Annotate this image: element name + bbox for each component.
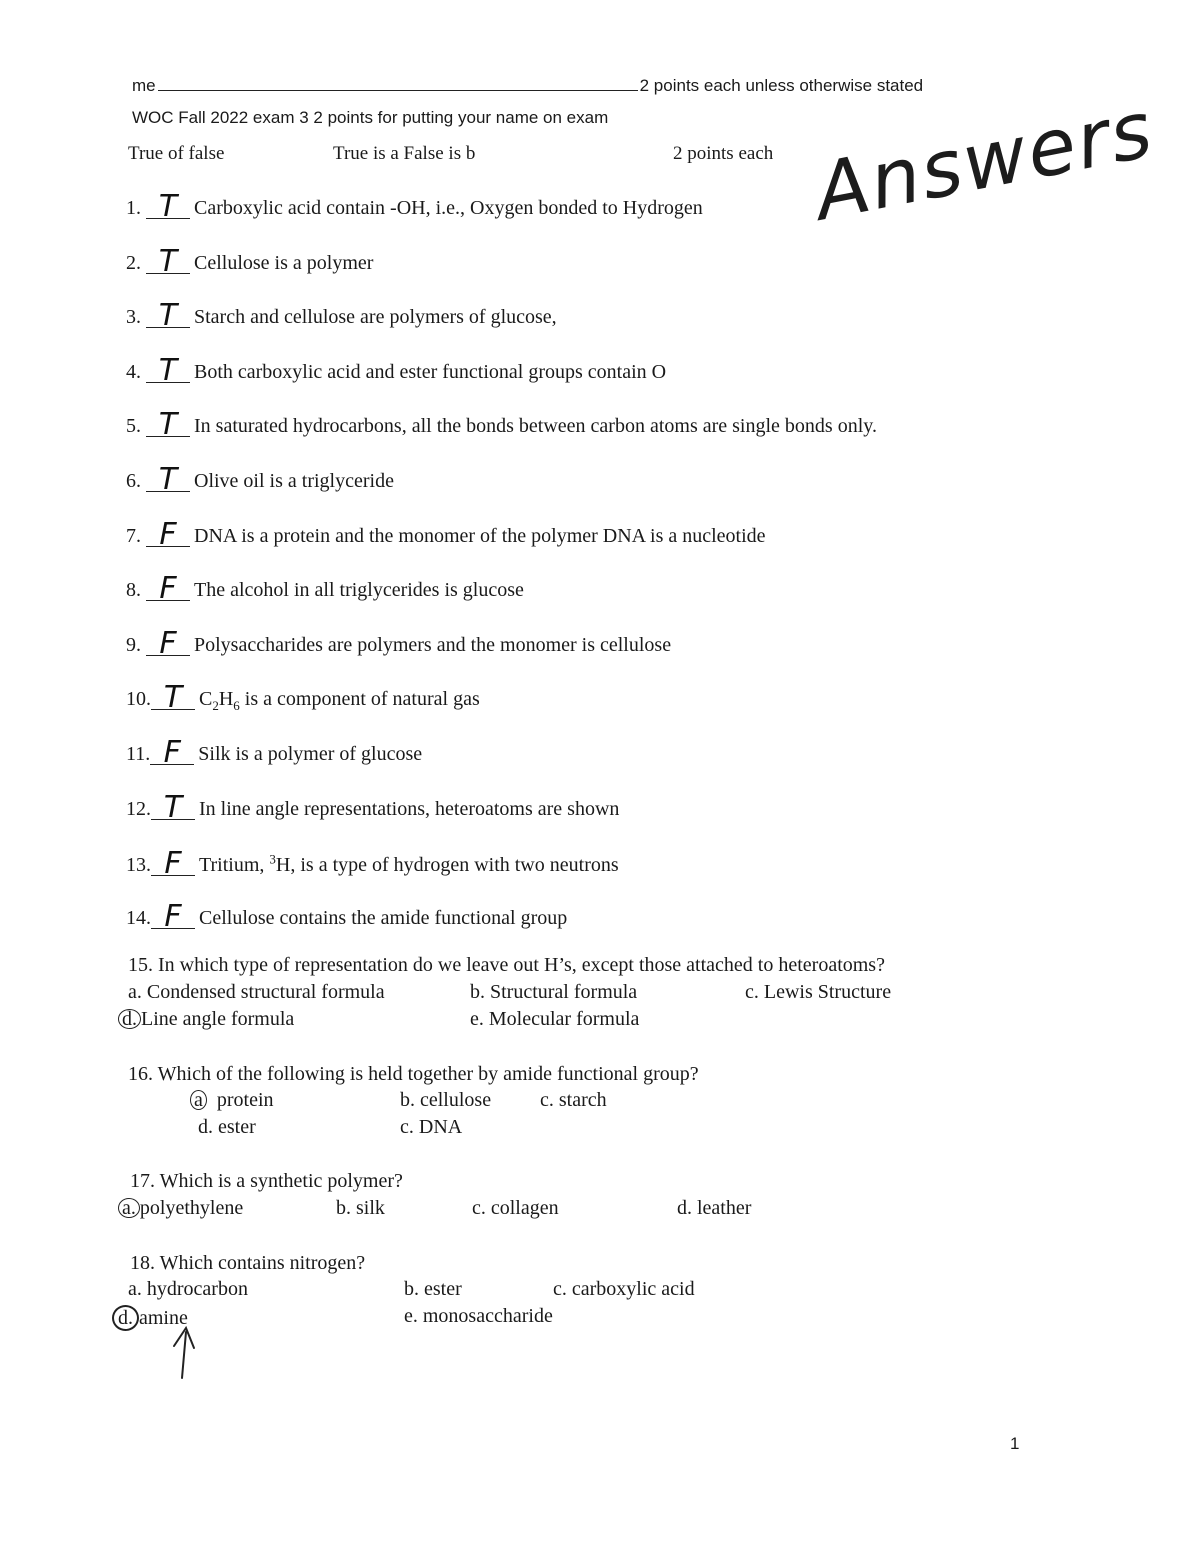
tf-statement-part: H, is a type of hydrogen with two neutrons bbox=[275, 853, 619, 876]
tf-statement: The alcohol in all triglycerides is glucose bbox=[194, 579, 524, 602]
tf-handwritten-answer: T bbox=[146, 360, 190, 383]
name-blank bbox=[158, 74, 638, 91]
q15-option-d-text: Line angle formula bbox=[141, 1008, 295, 1030]
tf-statement-part: 3 bbox=[269, 851, 276, 867]
q15-option-c: c. Lewis Structure bbox=[745, 981, 892, 1003]
q15-question: 15. In which type of representation do we leave out H’s, except those attached to heteroatoms? bbox=[128, 954, 885, 976]
tf-handwritten-answer: F bbox=[151, 853, 195, 876]
q16-option-d: d. ester bbox=[198, 1116, 256, 1138]
q15-option-d bbox=[118, 1008, 294, 1031]
q17-option-d: d. leather bbox=[677, 1197, 752, 1219]
tf-question-row bbox=[126, 845, 619, 881]
tf-title: True of false bbox=[128, 143, 225, 164]
tf-question-number: 12. bbox=[126, 797, 151, 820]
tf-question-row bbox=[126, 298, 557, 334]
tf-section-header bbox=[128, 143, 773, 165]
tf-question-row bbox=[126, 243, 374, 279]
tf-handwritten-answer: F bbox=[151, 906, 195, 929]
tf-points: 2 points each bbox=[673, 143, 774, 164]
tf-statement: Both carboxylic acid and ester functional groups contain O bbox=[194, 360, 667, 383]
tf-statement: DNA is a protein and the monomer of the polymer DNA is a nucleotide bbox=[194, 524, 766, 547]
tf-statement-part: 2 bbox=[212, 698, 219, 714]
q16-option-b: b. cellulose bbox=[400, 1089, 492, 1111]
q15-option-b: b. Structural formula bbox=[470, 981, 638, 1003]
page-number: 1 bbox=[1010, 1434, 1020, 1453]
q17-option-a-text: polyethylene bbox=[139, 1197, 244, 1219]
tf-statement: In line angle representations, heteroatoms are shown bbox=[199, 797, 620, 820]
q16-option-a bbox=[190, 1089, 274, 1112]
tf-question-row bbox=[126, 462, 394, 497]
tf-question-number: 3. bbox=[126, 306, 141, 329]
tf-question-row bbox=[126, 625, 672, 661]
tf-handwritten-answer: F bbox=[146, 578, 190, 601]
tf-handwritten-answer: T bbox=[146, 414, 190, 437]
tf-question-number: 5. bbox=[126, 415, 141, 438]
q18-option-d-text: amine bbox=[139, 1307, 188, 1329]
q17-option-a bbox=[118, 1197, 243, 1220]
q16-option-c: c. starch bbox=[540, 1089, 607, 1111]
tf-handwritten-answer: T bbox=[151, 687, 195, 710]
tf-statement-part: H bbox=[218, 688, 234, 711]
tf-question-number: 6. bbox=[126, 470, 141, 492]
tf-question-number: 2. bbox=[126, 251, 141, 274]
tf-handwritten-answer: T bbox=[146, 305, 190, 328]
q17-option-c: c. collagen bbox=[472, 1197, 559, 1219]
tf-question-number: 8. bbox=[126, 579, 141, 602]
q18-option-b: b. ester bbox=[404, 1278, 462, 1300]
q17-question: 17. Which is a synthetic polymer? bbox=[130, 1170, 403, 1192]
tf-statement: Olive oil is a triglyceride bbox=[194, 470, 394, 492]
tf-statement: Starch and cellulose are polymers of glucose, bbox=[194, 306, 557, 329]
q16-option-e: c. DNA bbox=[400, 1116, 463, 1138]
tf-question-number: 9. bbox=[126, 633, 141, 656]
q16-option-a-text: protein bbox=[216, 1089, 274, 1111]
tf-handwritten-answer: T bbox=[146, 251, 190, 274]
q18-option-e: e. monosaccharide bbox=[404, 1305, 553, 1327]
tf-question-number: 4. bbox=[126, 360, 141, 383]
name-label: me bbox=[132, 76, 156, 95]
tf-handwritten-answer: T bbox=[146, 196, 190, 219]
tf-question-number: 10. bbox=[126, 688, 151, 711]
tf-statement bbox=[199, 851, 619, 876]
q17-option-b: b. silk bbox=[336, 1197, 385, 1219]
tf-question-row bbox=[126, 189, 703, 224]
q17-option-a-letter-circled: a. bbox=[118, 1198, 140, 1218]
tf-handwritten-answer: F bbox=[146, 633, 190, 656]
name-line-row bbox=[132, 74, 923, 96]
tf-statement-part: is a component of natural gas bbox=[239, 688, 480, 711]
points-note: 2 points each unless otherwise stated bbox=[639, 76, 924, 95]
tf-question-row bbox=[126, 352, 667, 388]
tf-key: True is a False is b bbox=[333, 143, 476, 164]
q18-option-a: a. hydrocarbon bbox=[128, 1278, 248, 1300]
tf-statement: Cellulose contains the amide functional group bbox=[199, 906, 568, 929]
tf-statement: Carboxylic acid contain -OH, i.e., Oxygen bonded to Hydrogen bbox=[194, 197, 703, 219]
tf-question-row bbox=[126, 571, 524, 607]
tf-statement: Silk is a polymer of glucose bbox=[198, 743, 423, 765]
tf-question-row bbox=[126, 407, 877, 443]
tf-handwritten-answer: T bbox=[151, 797, 195, 820]
tf-statement-part: 6 bbox=[233, 698, 240, 714]
tf-question-number: 11. bbox=[126, 743, 151, 765]
tf-statement: Cellulose is a polymer bbox=[194, 251, 374, 274]
q16-question: 16. Which of the following is held together by amide functional group? bbox=[128, 1063, 699, 1085]
tf-handwritten-answer: T bbox=[146, 469, 190, 492]
handwritten-answers-title: Answers bbox=[808, 84, 1161, 239]
tf-statement-part: Tritium, bbox=[199, 853, 270, 876]
tf-handwritten-answer: F bbox=[150, 742, 194, 765]
tf-question-row bbox=[126, 516, 766, 552]
q18-question: 18. Which contains nitrogen? bbox=[130, 1252, 366, 1274]
tf-handwritten-answer: F bbox=[146, 524, 190, 547]
tf-question-number: 1. bbox=[126, 197, 141, 219]
q18-option-c: c. carboxylic acid bbox=[553, 1278, 695, 1300]
tf-question-number: 7. bbox=[126, 524, 141, 547]
tf-statement: Polysaccharides are polymers and the monomer is cellulose bbox=[194, 633, 672, 656]
tf-statement: In saturated hydrocarbons, all the bonds between carbon atoms are single bonds only. bbox=[194, 415, 877, 438]
handwritten-arrow-icon bbox=[164, 1320, 204, 1380]
tf-statement bbox=[199, 688, 480, 714]
q15-option-a: a. Condensed structural formula bbox=[128, 981, 385, 1003]
tf-statement-part: C bbox=[199, 688, 213, 711]
q15-option-e: e. Molecular formula bbox=[470, 1008, 640, 1030]
tf-question-row bbox=[126, 789, 620, 825]
tf-question-row bbox=[126, 680, 480, 716]
tf-question-row bbox=[126, 735, 423, 770]
q15-option-d-letter-circled: d. bbox=[118, 1009, 141, 1029]
exam-title: WOC Fall 2022 exam 3 2 points for putting your name on exam bbox=[132, 108, 609, 127]
tf-question-row bbox=[126, 898, 568, 934]
tf-question-number: 13. bbox=[126, 853, 151, 876]
q18-option-d-letter-circled: d. bbox=[112, 1305, 139, 1331]
tf-question-number: 14. bbox=[126, 906, 151, 929]
q16-option-a-letter-circled: a bbox=[190, 1090, 207, 1110]
